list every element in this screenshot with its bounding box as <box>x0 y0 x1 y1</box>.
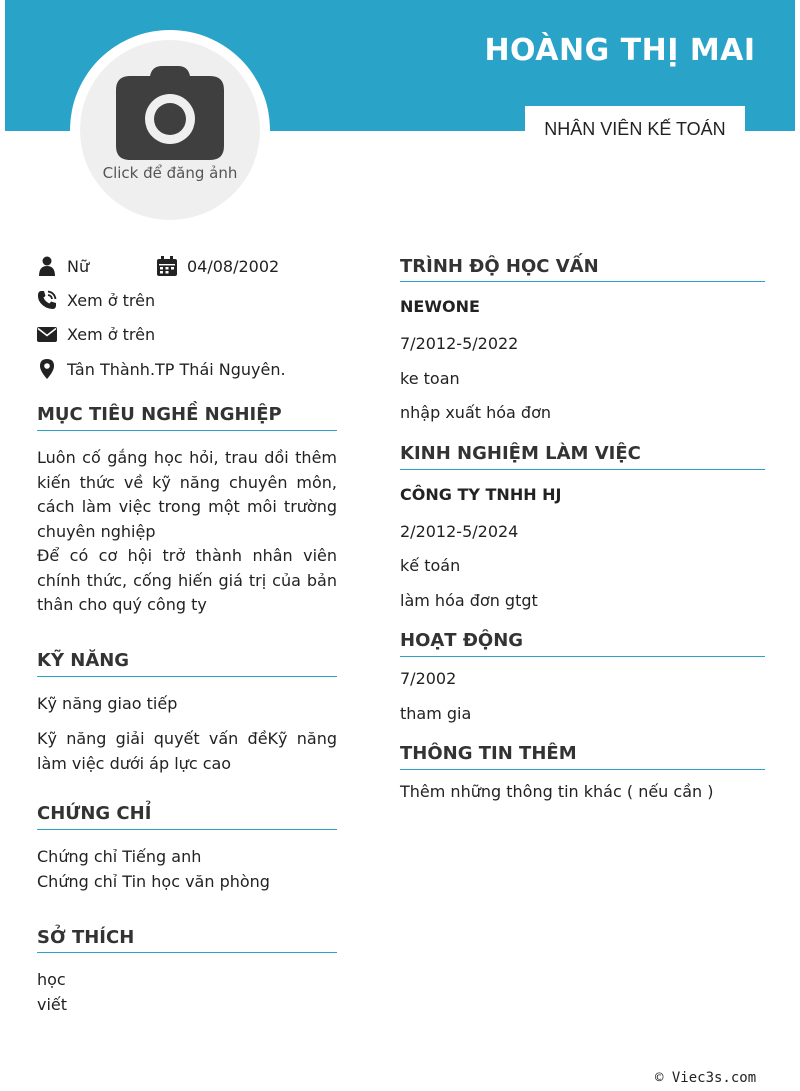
birthday-value[interactable]: 04/08/2002 <box>187 256 280 276</box>
objective-text-2[interactable]: Để có cơ hội trở thành nhân viên chính thức, cống hiến giá trị của bản thân cho quý công ty <box>37 546 337 614</box>
activities-divider <box>400 656 765 657</box>
education-major[interactable]: ke toan <box>400 369 460 388</box>
camera-icon <box>116 66 224 160</box>
education-detail[interactable]: nhập xuất hóa đơn <box>400 403 552 422</box>
activity-detail[interactable]: tham gia <box>400 704 472 723</box>
hobbies-divider <box>37 952 337 953</box>
footer-credit: © Viec3s.com <box>655 1070 757 1086</box>
person-icon <box>37 256 57 276</box>
hobbies-title[interactable]: SỞ THÍCH <box>37 927 135 948</box>
address-row <box>37 357 286 381</box>
email-value[interactable]: Xem ở trên <box>67 324 156 344</box>
education-title[interactable]: TRÌNH ĐỘ HỌC VẤN <box>400 256 599 277</box>
education-divider <box>400 281 765 282</box>
certificate-item[interactable]: Chứng chỉ Tiếng anh <box>37 847 202 866</box>
education-school[interactable]: NEWONE <box>400 297 480 316</box>
additional-info-detail[interactable]: Thêm những thông tin khác ( nếu cần ) <box>400 782 714 801</box>
address-value[interactable]: Tân Thành.TP Thái Nguyên. <box>67 359 286 379</box>
experience-title[interactable]: KINH NGHIỆM LÀM VIỆC <box>400 443 641 464</box>
candidate-name[interactable]: HOÀNG THỊ MAI <box>484 33 756 68</box>
certificate-item[interactable]: Chứng chỉ Tin học văn phòng <box>37 872 270 891</box>
email-row <box>37 322 155 346</box>
calendar-icon <box>157 256 177 276</box>
hobby-item[interactable]: học <box>37 970 66 989</box>
phone-value[interactable]: Xem ở trên <box>67 290 156 310</box>
skills-title[interactable]: KỸ NĂNG <box>37 650 130 671</box>
activity-period[interactable]: 7/2002 <box>400 669 457 688</box>
job-position[interactable]: NHÂN VIÊN KẾ TOÁN <box>525 106 745 152</box>
phone-icon <box>37 290 57 310</box>
objective-divider <box>37 430 337 431</box>
experience-company[interactable]: CÔNG TY TNHH HJ <box>400 485 562 504</box>
birthday-row <box>157 254 279 278</box>
additional-info-divider <box>400 769 765 770</box>
certificates-title[interactable]: CHỨNG CHỈ <box>37 803 152 824</box>
activities-title[interactable]: HOẠT ĐỘNG <box>400 630 524 651</box>
experience-period[interactable]: 2/2012-5/2024 <box>400 522 519 541</box>
avatar-upload-label: Click để đăng ảnh <box>102 164 238 182</box>
objective-title[interactable]: MỤC TIÊU NGHỀ NGHIỆP <box>37 404 282 425</box>
location-pin-icon <box>37 359 57 379</box>
skill-item[interactable]: Kỹ năng giải quyết vấn đềKỹ năng làm việc dưới áp lực cao <box>37 729 337 773</box>
gender-value[interactable]: Nữ <box>67 256 90 276</box>
phone-row <box>37 288 155 312</box>
education-period[interactable]: 7/2012-5/2022 <box>400 334 519 353</box>
hobby-item[interactable]: viết <box>37 995 68 1014</box>
experience-detail[interactable]: làm hóa đơn gtgt <box>400 591 538 610</box>
objective-text-1[interactable]: Luôn cố gắng học hỏi, trau dồi thêm kiến thức về kỹ năng chuyên môn, cách làm việc trong một môi trường chuyên nghiệp <box>37 448 337 541</box>
email-icon <box>37 324 57 344</box>
additional-info-title[interactable]: THÔNG TIN THÊM <box>400 743 577 764</box>
experience-role[interactable]: kế toán <box>400 556 461 575</box>
certificates-divider <box>37 829 337 830</box>
experience-divider <box>400 469 765 470</box>
skills-divider <box>37 676 337 677</box>
avatar-upload[interactable] <box>80 40 260 220</box>
skill-item[interactable]: Kỹ năng giao tiếp <box>37 694 178 713</box>
gender-row <box>37 254 89 278</box>
